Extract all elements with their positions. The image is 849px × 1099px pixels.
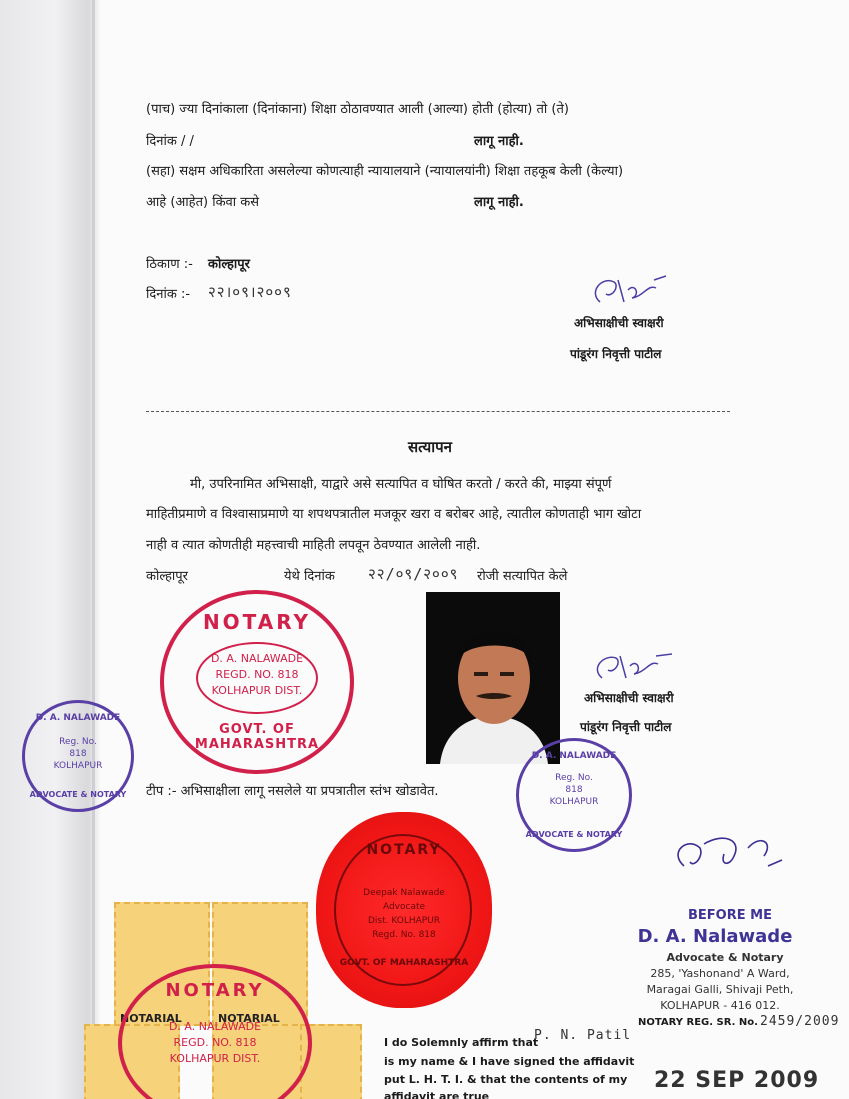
clause-six-text: (सहा) सक्षम अधिकारिता असलेल्या कोणत्याही न्यायालयाने (न्यायालयांनी) शिक्षा तहकूब केली (केल्या) bbox=[146, 164, 624, 179]
stamp-line-3: KOLHAPUR bbox=[549, 797, 599, 807]
stamp-line-1: D. A. NALAWADE bbox=[210, 652, 304, 665]
stamp-line-2: 818 bbox=[69, 749, 87, 759]
notarised-date: 22 SEP 2009 bbox=[654, 1068, 820, 1093]
signature-1-icon bbox=[584, 272, 684, 312]
not-applicable-2: लागू नाही. bbox=[474, 195, 524, 210]
verification-heading: सत्यापन bbox=[408, 438, 452, 456]
verification-line-1: मी, उपरिनामित अभिसाक्षी, याद्वारे असे सत्यापित व घोषित करतो / करते की, माझ्या संपूर्ण bbox=[190, 477, 612, 492]
date-label: दिनांक / / bbox=[146, 134, 194, 149]
stamp-line-1: D. A. NALAWADE bbox=[168, 1020, 262, 1033]
affirmation-line-1: I do Solemnly affirm that bbox=[384, 1036, 539, 1049]
not-applicable-1: लागू नाही. bbox=[474, 134, 524, 149]
stamp-line-3: KOLHAPUR DIST. bbox=[169, 1052, 261, 1065]
deponent-name-1: पांडूरंग निवृत्ती पाटील bbox=[570, 347, 662, 361]
stamp-bottom-text: ADVOCATE & NOTARY bbox=[525, 830, 623, 839]
stamp-line-3: KOLHAPUR bbox=[53, 761, 103, 771]
affirmation-name: P. N. Patil bbox=[534, 1028, 632, 1043]
deponent-photo bbox=[426, 592, 560, 764]
stamp-top-text: NOTARY bbox=[165, 980, 265, 1001]
signature-label-2: अभिसाक्षीची स्वाक्षरी bbox=[584, 691, 674, 705]
notary-signature-icon bbox=[664, 826, 794, 896]
seal-bottom-text: GOVT. OF MAHARASHTRA bbox=[339, 958, 469, 968]
seal-top-text: NOTARY bbox=[366, 842, 442, 858]
affirmation-line-2: is my name & I have signed the affidavit bbox=[384, 1055, 635, 1068]
red-wax-seal bbox=[316, 812, 492, 1008]
notary-address-2: Maragai Galli, Shivaji Peth, bbox=[646, 983, 794, 996]
dashed-divider bbox=[146, 411, 730, 412]
stamp-line-1: Reg. No. bbox=[59, 737, 97, 747]
deponent-name-2: पांडूरंग निवृत्ती पाटील bbox=[580, 720, 672, 734]
affirmation-line-3: put L. H. T. I. & that the contents of my bbox=[384, 1073, 628, 1086]
stamp-top-text: NOTARY bbox=[202, 610, 312, 634]
verification-date-label: येथे दिनांक bbox=[284, 569, 335, 584]
notary-role: Advocate & Notary bbox=[666, 951, 784, 964]
stamp-top-text: D. A. NALAWADE bbox=[35, 713, 121, 723]
seal-line-1: Deepak Nalawade bbox=[363, 888, 445, 898]
clause-five-text: (पाच) ज्या दिनांकाला (दिनांकाना) शिक्षा ठोठावण्यात आली (आल्या) होती (होत्या) तो (ते) bbox=[146, 102, 569, 117]
place-label: ठिकाण :- bbox=[146, 257, 193, 272]
notary-stamp-bottom bbox=[118, 964, 312, 1099]
book-spine-shadow bbox=[0, 0, 100, 1099]
stamp-line-2: REGD. NO. 818 bbox=[215, 668, 299, 681]
notary-address-1: 285, 'Yashonand' A Ward, bbox=[650, 967, 790, 980]
notary-name: D. A. Nalawade bbox=[637, 926, 793, 947]
stamp-line-3: KOLHAPUR DIST. bbox=[211, 684, 303, 697]
note-text: टीप :- अभिसाक्षीला लागू नसलेले या प्रपत्रातील स्तंभ खोडावेत. bbox=[146, 784, 439, 799]
verification-date-value: २२/०९/२००९ bbox=[368, 565, 459, 583]
handwritten-date: २२।०९।२००९ bbox=[208, 283, 292, 301]
page-edge bbox=[92, 0, 95, 1099]
place-value: कोल्हापूर bbox=[208, 257, 250, 272]
reg-value: 2459/2009 bbox=[760, 1014, 840, 1029]
verification-place: कोल्हापूर bbox=[146, 569, 188, 584]
stamp-line-2: REGD. NO. 818 bbox=[173, 1036, 257, 1049]
seal-line-3: Dist. KOLHAPUR bbox=[367, 916, 441, 926]
signature-2-icon bbox=[588, 650, 684, 688]
verification-line-3: नाही व त्यात कोणतीही महत्त्वाची माहिती लपवून ठेवण्यात आलेली नाही. bbox=[146, 538, 481, 553]
seal-line-4: Regd. No. 818 bbox=[372, 930, 436, 940]
notarial-label-2: NOTARIAL bbox=[218, 1012, 280, 1025]
person-photo-icon bbox=[426, 592, 560, 764]
stamp-line-1: Reg. No. bbox=[555, 773, 593, 783]
stamp-line-2: 818 bbox=[565, 785, 583, 795]
verification-line-2: माहितीप्रमाणे व विश्वासाप्रमाणे या शपथपत्रातील मजकूर खरा व बरोबर आहे, त्यातील कोणताही भाग खोटा bbox=[146, 507, 642, 522]
stamp-top-text: D. A. NALAWADE bbox=[531, 751, 617, 761]
stamp-bottom-text: GOVT. OF MAHARASHTRA bbox=[194, 722, 320, 752]
affirmation-line-4: affidavit are true bbox=[384, 1090, 490, 1099]
date-label-2: दिनांक :- bbox=[146, 287, 191, 302]
reg-label: NOTARY REG. SR. No. bbox=[638, 1017, 758, 1028]
seal-line-2: Advocate bbox=[382, 902, 426, 912]
notary-address-3: KOLHAPUR - 416 012. bbox=[660, 999, 780, 1012]
signature-label-1: अभिसाक्षीची स्वाक्षरी bbox=[574, 316, 664, 330]
advocate-stamp-right bbox=[516, 738, 632, 852]
notary-stamp-large bbox=[160, 590, 354, 774]
stamp-bottom-text: ADVOCATE & NOTARY bbox=[29, 790, 127, 799]
advocate-stamp-left bbox=[22, 700, 134, 812]
notarial-label-1: NOTARIAL bbox=[120, 1012, 182, 1025]
before-me-title: BEFORE ME bbox=[688, 908, 772, 923]
clause-six-cont: आहे (आहेत) किंवा कसे bbox=[146, 195, 260, 210]
verification-suffix: रोजी सत्यापित केले bbox=[477, 569, 568, 584]
